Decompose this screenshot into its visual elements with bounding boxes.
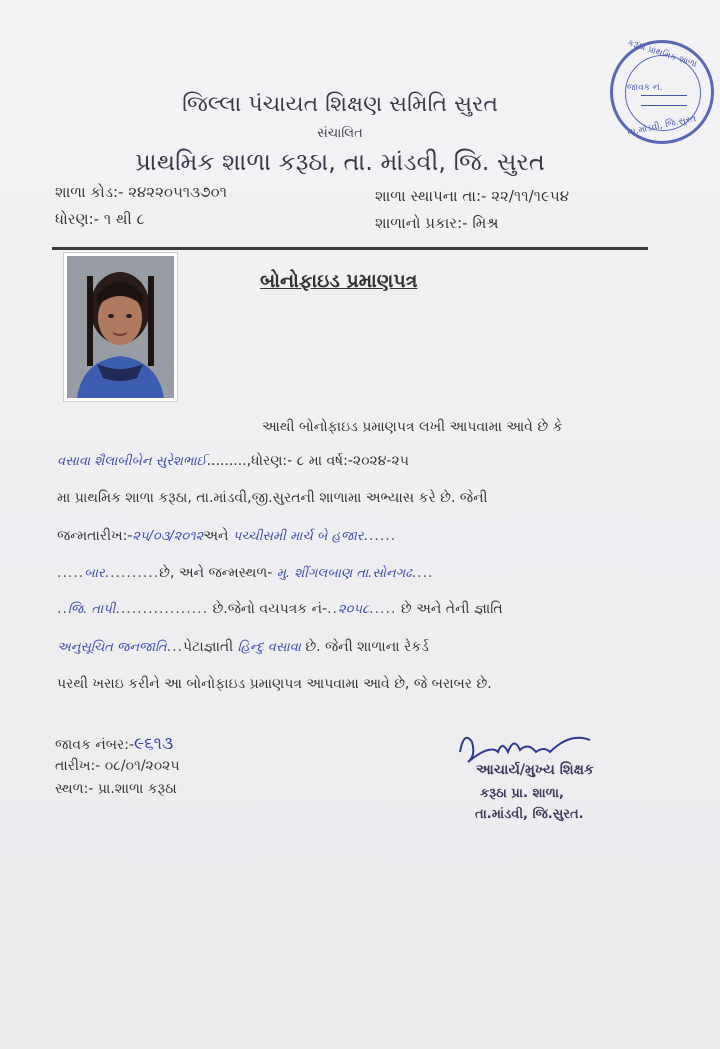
school-standard-label: ધોરણ:- (55, 210, 104, 228)
issue-date (55, 758, 180, 774)
std-text: .........,ધોરણ:- ૮ મા વર્ષ:-૨૦૨૪-૨૫ (206, 453, 409, 469)
header-managed-by: સંચાલિત (317, 126, 363, 141)
body-line-dob (57, 528, 396, 544)
certificate-title: બોનોફાઇડ પ્રમાણપત્ર (260, 270, 418, 292)
student-portrait-image (67, 256, 174, 398)
seal-text-top: કરૂઠા પ્રાથમિક શાળા (626, 38, 698, 70)
birthplace-value: મુ. શીંગલબાણ તા.સોનગઢ (276, 566, 412, 581)
school-type-label: શાળાનો પ્રકાર:- (375, 214, 473, 232)
reg-label: છે.જેનો વયપત્રક નં- (212, 601, 328, 617)
header-divider (52, 247, 648, 250)
seal-text-mid: જાવક નં. (627, 83, 663, 93)
caste-value: અનુસૂચિત જનજાતિ (57, 640, 167, 655)
dob-value: ૨૫/૦૩/૨૦૧૨ (132, 529, 204, 544)
dots: .. (327, 601, 338, 617)
dots: ..... (57, 565, 85, 581)
reg-post: છે અને તેની જ્ઞાતિ (400, 601, 503, 617)
dots: ................. (115, 601, 209, 617)
stamp-line-1: કરૂઠા પ્રા. શાળા, (480, 786, 564, 801)
student-photo (63, 252, 178, 402)
student-name: વસાવા શૈલાબીબેન સુરેશભાઈ (57, 454, 207, 469)
dots: .......... (104, 565, 160, 581)
dots: ..... (369, 601, 397, 617)
header-committee: જિલ્લા પંચાયત શિક્ષણ સમિતિ સુરત (182, 92, 498, 117)
dob-words: પચ્ચીસમી માર્ચ બે હજાર (232, 529, 364, 544)
issue-place (55, 781, 177, 797)
school-code-value: ૨૪૨૨૦૫૧૩૭૦૧ (128, 183, 227, 201)
body-intro: આથી બોનોફાઇડ પ્રમાણપત્ર લખી આપવામા આવે છે કે (262, 419, 563, 435)
body-line-name (57, 453, 409, 469)
school-founded (375, 187, 569, 205)
school-founded-label: શાળા સ્થાપના તા:- (375, 187, 492, 205)
place-label: સ્થળ:- (55, 781, 98, 797)
subcaste-value: હિન્દુ વસાવા (237, 640, 301, 655)
outward-value: ૯૬૧૩ (134, 734, 174, 754)
birthplace-pre: છે, અને જન્મસ્થળ- (159, 565, 273, 581)
subcaste-label: પેટાજ્ઞાતી (183, 639, 234, 655)
dots: .... (411, 565, 434, 581)
school-type-value: મિશ્ર (472, 214, 499, 232)
body-line-school: મા પ્રાથમિક શાળા કરૂઠા, તા.માંડવી,જી.સુરતની શાળામા અભ્યાસ કરે છે. જેની (57, 490, 488, 506)
school-code-label: શાળા કોડ:- (55, 183, 129, 201)
school-type (375, 214, 499, 232)
dots: ... (166, 639, 183, 655)
stamp-line-2: તા.માંડવી, જિ.સુરત. (475, 807, 584, 822)
body-line-caste (57, 639, 429, 655)
body-line-register (57, 601, 503, 617)
district-value: જિ. તાપી (67, 602, 116, 617)
seal-text-bottom: તા.માંડવી, જિ.સુરત (626, 113, 698, 139)
body-line-birthplace (57, 565, 434, 581)
reg-value: ૨૦૫૮ (338, 602, 370, 617)
place-value: પ્રા.શાળા કરૂઠા (97, 781, 177, 797)
date-label: તારીખ:- (55, 758, 105, 774)
header-school-name: પ્રાથમિક શાળા કરૂઠા, તા. માંડવી, જિ. સુરત (135, 148, 545, 176)
school-founded-value: ૨૨/૧૧/૧૯૫૪ (491, 187, 570, 205)
outward-label: જાવક નંબર:- (55, 737, 135, 753)
dob-mid: અને (203, 528, 229, 544)
body-line-final: પરથી ખરાઇ કરીને આ બોનોફાઇડ પ્રમાણપત્ર આપવામા આવે છે, જે બરાબર છે. (57, 676, 492, 692)
school-code (55, 183, 227, 201)
outward-number (55, 734, 173, 754)
dots: .. (57, 601, 68, 617)
date-value: ૦૮/૦૧/૨૦૨૫ (104, 758, 180, 774)
svg-text:Shaikh: Shaikh (450, 707, 504, 726)
dots: ...... (363, 528, 397, 544)
school-standard-value: ૧ થી ૮ (103, 210, 145, 228)
school-standard (55, 210, 145, 228)
caste-post: છે. જેની શાળાના રેકર્ડ (305, 639, 429, 655)
dob-words-2: બાર (84, 566, 105, 581)
dob-label: જન્મતારીખ:- (57, 528, 133, 544)
signatory-title: આચાર્ય/મુખ્ય શિક્ષક (476, 762, 594, 778)
